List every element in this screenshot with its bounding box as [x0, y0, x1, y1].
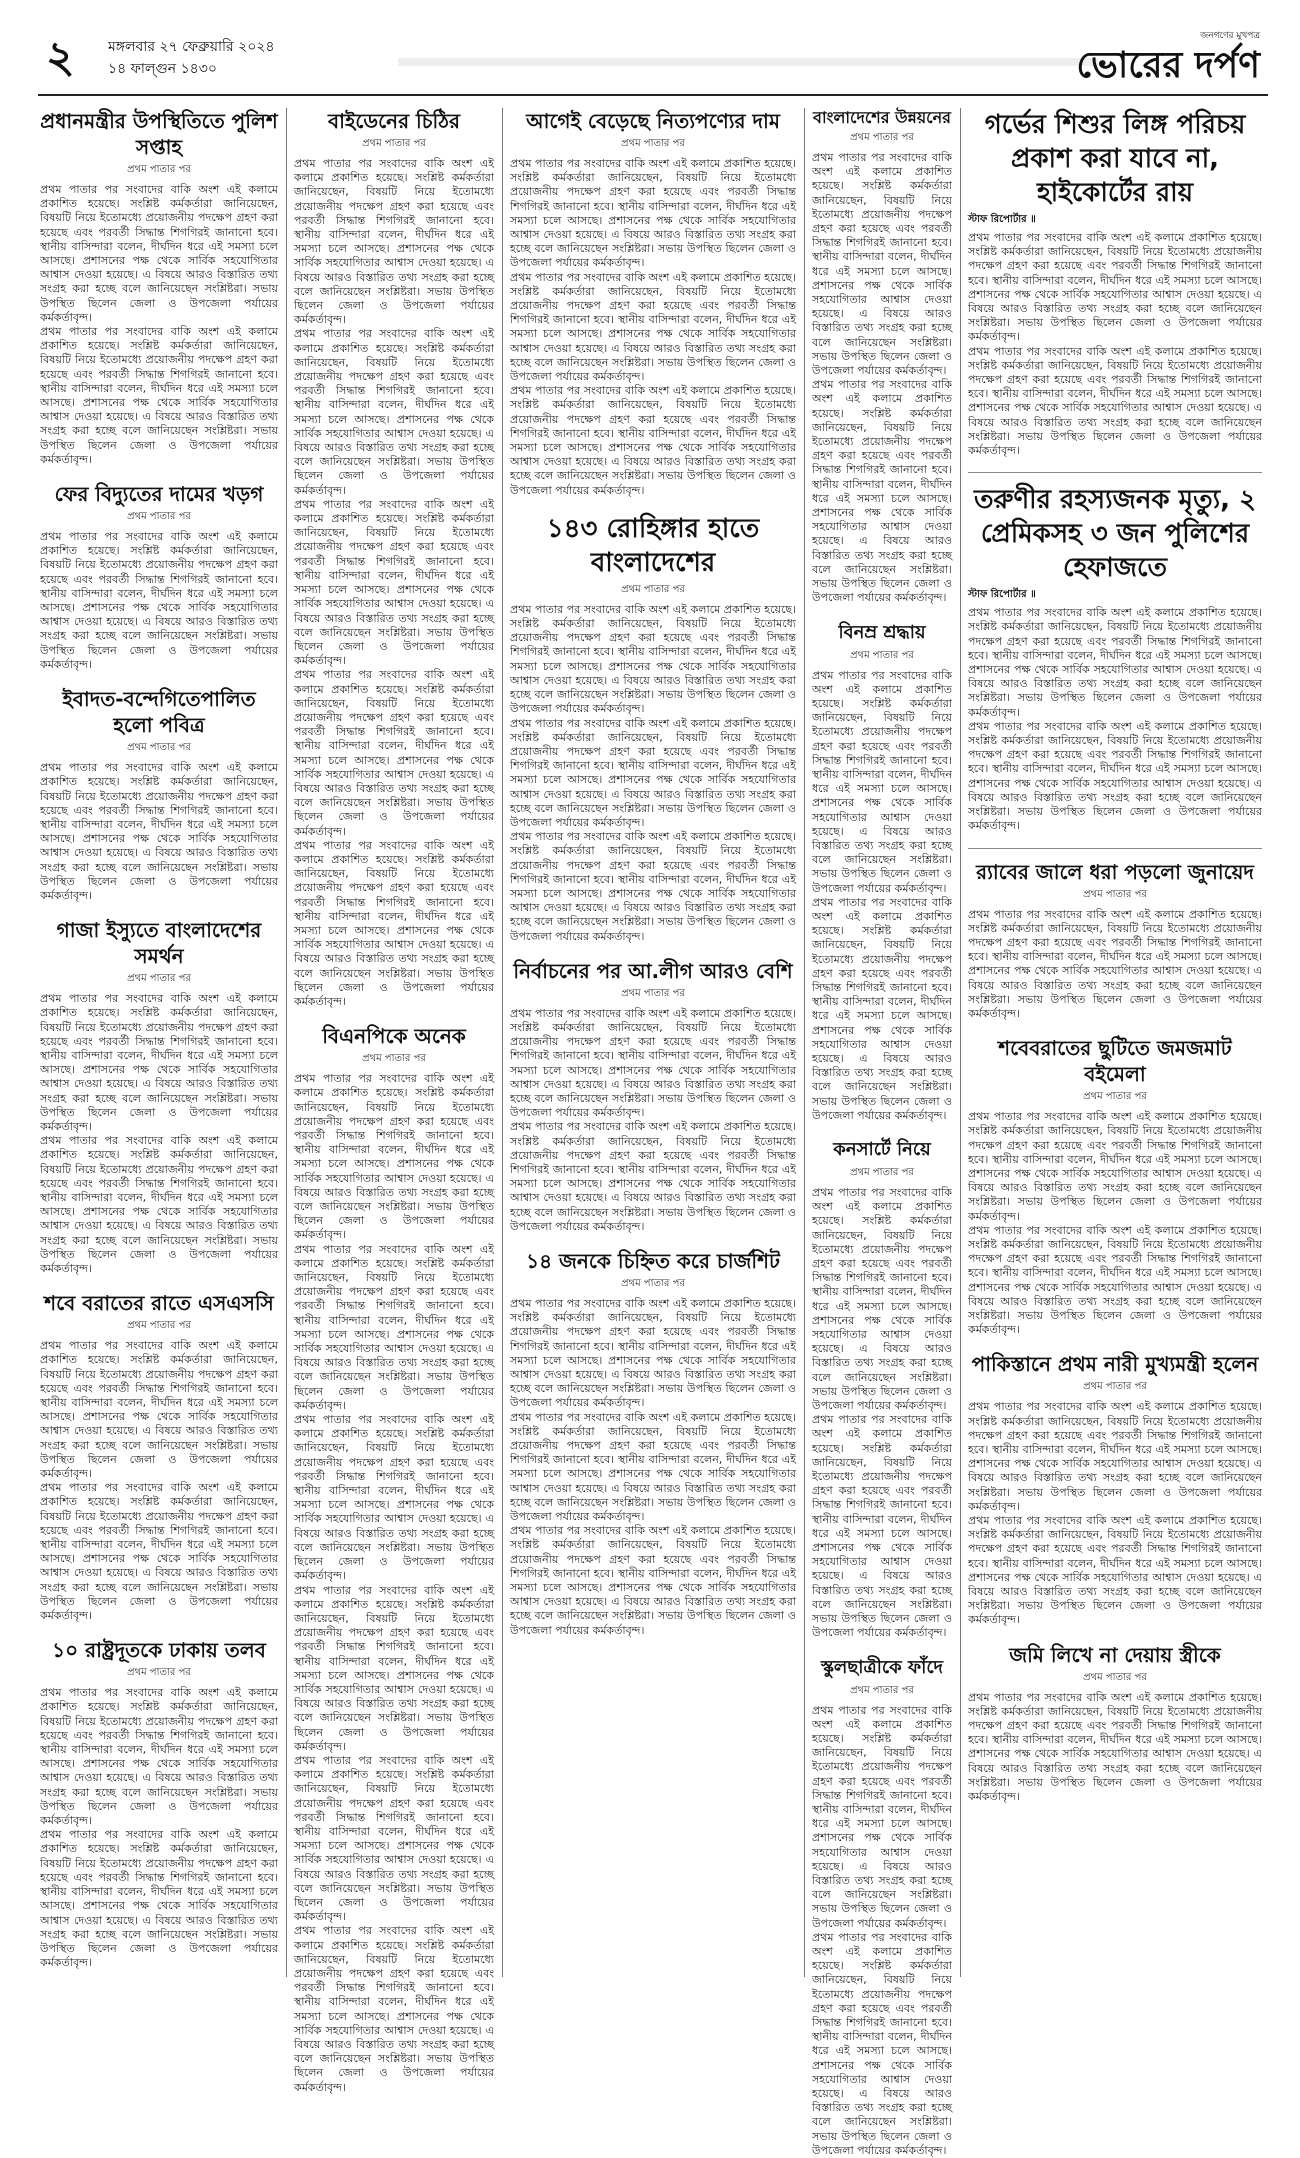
- story-text: প্রথম পাতার পর সংবাদের বাকি অংশ এই কলামে প্রকাশিত হয়েছে। সংশ্লিষ্ট কর্মকর্তারা জানিয়েছেন, বিষয়টি নিয়ে ইতোমধ্যে প্রয়োজনীয় পদক্ষেপ গ্রহণ করা হয়েছে এবং পরবর্তী সিদ্ধান্ত শিগগিরই জানানো হবে। স্থানীয় বাসিন্দারা বলেন, দীর্ঘদিন ধরে এই সমস্যা চলে আসছে। প্রশাসনের পক্ষ থেকে সার্বিক সহযোগিতার আশ্বাস দেওয়া হয়েছে। এ বিষয়ে আরও বিস্তারিত তথ্য সংগ্রহ করা হচ্ছে বলে জানিয়েছেন সংশ্লিষ্টরা। সভায় উপস্থিত ছিলেন জেলা ও উপজেলা পর্যায়ের কর্মকর্তাবৃন্দ।: [40, 761, 278, 903]
- story-text: প্রথম পাতার পর সংবাদের বাকি অংশ এই কলামে প্রকাশিত হয়েছে। সংশ্লিষ্ট কর্মকর্তারা জানিয়েছেন, বিষয়টি নিয়ে ইতোমধ্যে প্রয়োজনীয় পদক্ষেপ গ্রহণ করা হয়েছে এবং পরবর্তী সিদ্ধান্ত শিগগিরই জানানো হবে। স্থানীয় বাসিন্দারা বলেন, দীর্ঘদিন ধরে এই সমস্যা চলে আসছে। প্রশাসনের পক্ষ থেকে সার্বিক সহযোগিতার আশ্বাস দেওয়া হয়েছে। এ বিষয়ে আরও বিস্তারিত তথ্য সংগ্রহ করা হচ্ছে বলে জানিয়েছেন সংশ্লিষ্টরা। সভায় উপস্থিত ছিলেন জেলা ও উপজেলা পর্যায়ের কর্মকর্তাবৃন্দ।: [968, 606, 1262, 720]
- story-text: প্রথম পাতার পর সংবাদের বাকি অংশ এই কলামে প্রকাশিত হয়েছে। সংশ্লিষ্ট কর্মকর্তারা জানিয়েছেন, বিষয়টি নিয়ে ইতোমধ্যে প্রয়োজনীয় পদক্ষেপ গ্রহণ করা হয়েছে এবং পরবর্তী সিদ্ধান্ত শিগগিরই জানানো হবে। স্থানীয় বাসিন্দারা বলেন, দীর্ঘদিন ধরে এই সমস্যা চলে আসছে। প্রশাসনের পক্ষ থেকে সার্বিক সহযোগিতার আশ্বাস দেওয়া হয়েছে। এ বিষয়ে আরও বিস্তারিত তথ্য সংগ্রহ করা হচ্ছে বলে জানিয়েছেন সংশ্লিষ্টরা। সভায় উপস্থিত ছিলেন জেলা ও উপজেলা পর্যায়ের কর্মকর্তাবৃন্দ।: [294, 839, 494, 1009]
- story-power: [40, 481, 278, 672]
- column-5: [968, 108, 1262, 1977]
- story-text: প্রথম পাতার পর সংবাদের বাকি অংশ এই কলামে প্রকাশিত হয়েছে। সংশ্লিষ্ট কর্মকর্তারা জানিয়েছেন, বিষয়টি নিয়ে ইতোমধ্যে প্রয়োজনীয় পদক্ষেপ গ্রহণ করা হয়েছে এবং পরবর্তী সিদ্ধান্ত শিগগিরই জানানো হবে। স্থানীয় বাসিন্দারা বলেন, দীর্ঘদিন ধরে এই সমস্যা চলে আসছে। প্রশাসনের পক্ষ থেকে সার্বিক সহযোগিতার আশ্বাস দেওয়া হয়েছে। এ বিষয়ে আরও বিস্তারিত তথ্য সংগ্রহ করা হচ্ছে বলে জানিয়েছেন সংশ্লিষ্টরা। সভায় উপস্থিত ছিলেন জেলা ও উপজেলা পর্যায়ের কর্মকর্তাবৃন্দ।: [968, 1110, 1262, 1224]
- column-4: [812, 108, 952, 1977]
- column-divider: [502, 108, 503, 1977]
- story-text: প্রথম পাতার পর সংবাদের বাকি অংশ এই কলামে প্রকাশিত হয়েছে। সংশ্লিষ্ট কর্মকর্তারা জানিয়েছেন, বিষয়টি নিয়ে ইতোমধ্যে প্রয়োজনীয় পদক্ষেপ গ্রহণ করা হয়েছে এবং পরবর্তী সিদ্ধান্ত শিগগিরই জানানো হবে। স্থানীয় বাসিন্দারা বলেন, দীর্ঘদিন ধরে এই সমস্যা চলে আসছে। প্রশাসনের পক্ষ থেকে সার্বিক সহযোগিতার আশ্বাস দেওয়া হয়েছে। এ বিষয়ে আরও বিস্তারিত তথ্য সংগ্রহ করা হচ্ছে বলে জানিয়েছেন সংশ্লিষ্টরা। সভায় উপস্থিত ছিলেন জেলা ও উপজেলা পর্যায়ের কর্মকর্তাবৃন্দ।: [40, 1828, 278, 1970]
- story-text: প্রথম পাতার পর সংবাদের বাকি অংশ এই কলামে প্রকাশিত হয়েছে। সংশ্লিষ্ট কর্মকর্তারা জানিয়েছেন, বিষয়টি নিয়ে ইতোমধ্যে প্রয়োজনীয় পদক্ষেপ গ্রহণ করা হয়েছে এবং পরবর্তী সিদ্ধান্ত শিগগিরই জানানো হবে। স্থানীয় বাসিন্দারা বলেন, দীর্ঘদিন ধরে এই সমস্যা চলে আসছে। প্রশাসনের পক্ষ থেকে সার্বিক সহযোগিতার আশ্বাস দেওয়া হয়েছে। এ বিষয়ে আরও বিস্তারিত তথ্য সংগ্রহ করা হচ্ছে বলে জানিয়েছেন সংশ্লিষ্টরা। সভায় উপস্থিত ছিলেন জেলা ও উপজেলা পর্যায়ের কর্মকর্তাবৃন্দ।: [40, 325, 278, 467]
- story-text: প্রথম পাতার পর সংবাদের বাকি অংশ এই কলামে প্রকাশিত হয়েছে। সংশ্লিষ্ট কর্মকর্তারা জানিয়েছেন, বিষয়টি নিয়ে ইতোমধ্যে প্রয়োজনীয় পদক্ষেপ গ্রহণ করা হয়েছে এবং পরবর্তী সিদ্ধান্ত শিগগিরই জানানো হবে। স্থানীয় বাসিন্দারা বলেন, দীর্ঘদিন ধরে এই সমস্যা চলে আসছে। প্রশাসনের পক্ষ থেকে সার্বিক সহযোগিতার আশ্বাস দেওয়া হয়েছে। এ বিষয়ে আরও বিস্তারিত তথ্য সংগ্রহ করা হচ্ছে বলে জানিয়েছেন সংশ্লিষ্টরা। সভায় উপস্থিত ছিলেন জেলা ও উপজেলা পর্যায়ের কর্মকর্তাবৃন্দ।: [812, 669, 952, 896]
- date-line: মঙ্গলবার ২৭ ফেব্রুয়ারি ২০২৪: [108, 36, 275, 58]
- column-2: [294, 108, 494, 1977]
- story-text: প্রথম পাতার পর সংবাদের বাকি অংশ এই কলামে প্রকাশিত হয়েছে। সংশ্লিষ্ট কর্মকর্তারা জানিয়েছেন, বিষয়টি নিয়ে ইতোমধ্যে প্রয়োজনীয় পদক্ষেপ গ্রহণ করা হয়েছে এবং পরবর্তী সিদ্ধান্ত শিগগিরই জানানো হবে। স্থানীয় বাসিন্দারা বলেন, দীর্ঘদিন ধরে এই সমস্যা চলে আসছে। প্রশাসনের পক্ষ থেকে সার্বিক সহযোগিতার আশ্বাস দেওয়া হয়েছে। এ বিষয়ে আরও বিস্তারিত তথ্য সংগ্রহ করা হচ্ছে বলে জানিয়েছেন সংশ্লিষ্টরা। সভায় উপস্থিত ছিলেন জেলা ও উপজেলা পর্যায়ের কর্মকর্তাবৃন্দ।: [294, 1584, 494, 1754]
- story-text: প্রথম পাতার পর সংবাদের বাকি অংশ এই কলামে প্রকাশিত হয়েছে। সংশ্লিষ্ট কর্মকর্তারা জানিয়েছেন, বিষয়টি নিয়ে ইতোমধ্যে প্রয়োজনীয় পদক্ষেপ গ্রহণ করা হয়েছে এবং পরবর্তী সিদ্ধান্ত শিগগিরই জানানো হবে। স্থানীয় বাসিন্দারা বলেন, দীর্ঘদিন ধরে এই সমস্যা চলে আসছে। প্রশাসনের পক্ষ থেকে সার্বিক সহযোগিতার আশ্বাস দেওয়া হয়েছে। এ বিষয়ে আরও বিস্তারিত তথ্য সংগ্রহ করা হচ্ছে বলে জানিয়েছেন সংশ্লিষ্টরা। সভায় উপস্থিত ছিলেন জেলা ও উপজেলা পর্যায়ের কর্মকর্তাবৃন্দ।: [294, 1413, 494, 1583]
- headline: ১৪৩ রোহিঙ্গার হাতে বাংলাদেশের: [510, 512, 796, 580]
- story-pakistan: [968, 1351, 1262, 1627]
- story-text: প্রথম পাতার পর সংবাদের বাকি অংশ এই কলামে প্রকাশিত হয়েছে। সংশ্লিষ্ট কর্মকর্তারা জানিয়েছেন, বিষয়টি নিয়ে ইতোমধ্যে প্রয়োজনীয় পদক্ষেপ গ্রহণ করা হয়েছে এবং পরবর্তী সিদ্ধান্ত শিগগিরই জানানো হবে। স্থানীয় বাসিন্দারা বলেন, দীর্ঘদিন ধরে এই সমস্যা চলে আসছে। প্রশাসনের পক্ষ থেকে সার্বিক সহযোগিতার আশ্বাস দেওয়া হয়েছে। এ বিষয়ে আরও বিস্তারিত তথ্য সংগ্রহ করা হচ্ছে বলে জানিয়েছেন সংশ্লিষ্টরা। সভায় উপস্থিত ছিলেন জেলা ও উপজেলা পর্যায়ের কর্মকর্তাবৃন্দ।: [510, 1007, 796, 1121]
- story-text: প্রথম পাতার পর সংবাদের বাকি অংশ এই কলামে প্রকাশিত হয়েছে। সংশ্লিষ্ট কর্মকর্তারা জানিয়েছেন, বিষয়টি নিয়ে ইতোমধ্যে প্রয়োজনীয় পদক্ষেপ গ্রহণ করা হয়েছে এবং পরবর্তী সিদ্ধান্ত শিগগিরই জানানো হবে। স্থানীয় বাসিন্দারা বলেন, দীর্ঘদিন ধরে এই সমস্যা চলে আসছে। প্রশাসনের পক্ষ থেকে সার্বিক সহযোগিতার আশ্বাস দেওয়া হয়েছে। এ বিষয়ে আরও বিস্তারিত তথ্য সংগ্রহ করা হচ্ছে বলে জানিয়েছেন সংশ্লিষ্টরা। সভায় উপস্থিত ছিলেন জেলা ও উপজেলা পর্যায়ের কর্মকর্তাবৃন্দ।: [968, 1691, 1262, 1805]
- story-text: প্রথম পাতার পর সংবাদের বাকি অংশ এই কলামে প্রকাশিত হয়েছে। সংশ্লিষ্ট কর্মকর্তারা জানিয়েছেন, বিষয়টি নিয়ে ইতোমধ্যে প্রয়োজনীয় পদক্ষেপ গ্রহণ করা হয়েছে এবং পরবর্তী সিদ্ধান্ত শিগগিরই জানানো হবে। স্থানীয় বাসিন্দারা বলেন, দীর্ঘদিন ধরে এই সমস্যা চলে আসছে। প্রশাসনের পক্ষ থেকে সার্বিক সহযোগিতার আশ্বাস দেওয়া হয়েছে। এ বিষয়ে আরও বিস্তারিত তথ্য সংগ্রহ করা হচ্ছে বলে জানিয়েছেন সংশ্লিষ্টরা। সভায় উপস্থিত ছিলেন জেলা ও উপজেলা পর্যায়ের কর্মকর্তাবৃন্দ।: [968, 345, 1262, 459]
- story-text: প্রথম পাতার পর সংবাদের বাকি অংশ এই কলামে প্রকাশিত হয়েছে। সংশ্লিষ্ট কর্মকর্তারা জানিয়েছেন, বিষয়টি নিয়ে ইতোমধ্যে প্রয়োজনীয় পদক্ষেপ গ্রহণ করা হয়েছে এবং পরবর্তী সিদ্ধান্ত শিগগিরই জানানো হবে। স্থানীয় বাসিন্দারা বলেন, দীর্ঘদিন ধরে এই সমস্যা চলে আসছে। প্রশাসনের পক্ষ থেকে সার্বিক সহযোগিতার আশ্বাস দেওয়া হয়েছে। এ বিষয়ে আরও বিস্তারিত তথ্য সংগ্রহ করা হচ্ছে বলে জানিয়েছেন সংশ্লিষ্টরা। সভায় উপস্থিত ছিলেন জেলা ও উপজেলা পর্যায়ের কর্মকর্তাবৃন্দ।: [40, 1481, 278, 1623]
- continued-label: প্রথম পাতার পর: [968, 1670, 1262, 1687]
- continued-label: প্রথম পাতার পর: [510, 582, 796, 599]
- continued-label: প্রথম পাতার পর: [40, 740, 278, 757]
- headline: স্কুলছাত্রীকে ফাঁদে: [812, 1655, 952, 1681]
- story-text: প্রথম পাতার পর সংবাদের বাকি অংশ এই কলামে প্রকাশিত হয়েছে। সংশ্লিষ্ট কর্মকর্তারা জানিয়েছেন, বিষয়টি নিয়ে ইতোমধ্যে প্রয়োজনীয় পদক্ষেপ গ্রহণ করা হয়েছে এবং পরবর্তী সিদ্ধান্ত শিগগিরই জানানো হবে। স্থানীয় বাসিন্দারা বলেন, দীর্ঘদিন ধরে এই সমস্যা চলে আসছে। প্রশাসনের পক্ষ থেকে সার্বিক সহযোগিতার আশ্বাস দেওয়া হয়েছে। এ বিষয়ে আরও বিস্তারিত তথ্য সংগ্রহ করা হচ্ছে বলে জানিয়েছেন সংশ্লিষ্টরা। সভায় উপস্থিত ছিলেন জেলা ও উপজেলা পর্যায়ের কর্মকর্তাবৃন্দ।: [812, 1704, 952, 1931]
- story-text: প্রথম পাতার পর সংবাদের বাকি অংশ এই কলামে প্রকাশিত হয়েছে। সংশ্লিষ্ট কর্মকর্তারা জানিয়েছেন, বিষয়টি নিয়ে ইতোমধ্যে প্রয়োজনীয় পদক্ষেপ গ্রহণ করা হয়েছে এবং পরবর্তী সিদ্ধান্ত শিগগিরই জানানো হবে। স্থানীয় বাসিন্দারা বলেন, দীর্ঘদিন ধরে এই সমস্যা চলে আসছে। প্রশাসনের পক্ষ থেকে সার্বিক সহযোগিতার আশ্বাস দেওয়া হয়েছে। এ বিষয়ে আরও বিস্তারিত তথ্য সংগ্রহ করা হচ্ছে বলে জানিয়েছেন সংশ্লিষ্টরা। সভায় উপস্থিত ছিলেন জেলা ও উপজেলা পর্যায়ের কর্মকর্তাবৃন্দ।: [968, 231, 1262, 345]
- story-dhaka: [40, 1637, 278, 1970]
- story-text: প্রথম পাতার পর সংবাদের বাকি অংশ এই কলামে প্রকাশিত হয়েছে। সংশ্লিষ্ট কর্মকর্তারা জানিয়েছেন, বিষয়টি নিয়ে ইতোমধ্যে প্রয়োজনীয় পদক্ষেপ গ্রহণ করা হয়েছে এবং পরবর্তী সিদ্ধান্ত শিগগিরই জানানো হবে। স্থানীয় বাসিন্দারা বলেন, দীর্ঘদিন ধরে এই সমস্যা চলে আসছে। প্রশাসনের পক্ষ থেকে সার্বিক সহযোগিতার আশ্বাস দেওয়া হয়েছে। এ বিষয়ে আরও বিস্তারিত তথ্য সংগ্রহ করা হচ্ছে বলে জানিয়েছেন সংশ্লিষ্টরা। সভায় উপস্থিত ছিলেন জেলা ও উপজেলা পর্যায়ের কর্মকর্তাবৃন্দ।: [40, 1339, 278, 1481]
- story-charge: [510, 1248, 796, 1638]
- headline: ১০ রাষ্ট্রদূতকে ঢাকায় তলব: [40, 1637, 278, 1663]
- continued-label: প্রথম পাতার পর: [40, 162, 278, 179]
- bangla-date: ১৪ ফাল্গুন ১৪৩০: [108, 58, 275, 80]
- headline: জমি লিখে না দেয়ায় স্ত্রীকে: [968, 1642, 1262, 1668]
- headline: ফের বিদ্যুতের দামের খড়গ: [40, 481, 278, 507]
- story-rab: [968, 859, 1262, 1022]
- story-text: প্রথম পাতার পর সংবাদের বাকি অংশ এই কলামে প্রকাশিত হয়েছে। সংশ্লিষ্ট কর্মকর্তারা জানিয়েছেন, বিষয়টি নিয়ে ইতোমধ্যে প্রয়োজনীয় পদক্ষেপ গ্রহণ করা হয়েছে এবং পরবর্তী সিদ্ধান্ত শিগগিরই জানানো হবে। স্থানীয় বাসিন্দারা বলেন, দীর্ঘদিন ধরে এই সমস্যা চলে আসছে। প্রশাসনের পক্ষ থেকে সার্বিক সহযোগিতার আশ্বাস দেওয়া হয়েছে। এ বিষয়ে আরও বিস্তারিত তথ্য সংগ্রহ করা হচ্ছে বলে জানিয়েছেন সংশ্লিষ্টরা। সভায় উপস্থিত ছিলেন জেলা ও উপজেলা পর্যায়ের কর্মকর্তাবৃন্দ।: [510, 1524, 796, 1638]
- page-number: ২: [46, 30, 75, 86]
- story-text: প্রথম পাতার পর সংবাদের বাকি অংশ এই কলামে প্রকাশিত হয়েছে। সংশ্লিষ্ট কর্মকর্তারা জানিয়েছেন, বিষয়টি নিয়ে ইতোমধ্যে প্রয়োজনীয় পদক্ষেপ গ্রহণ করা হয়েছে এবং পরবর্তী সিদ্ধান্ত শিগগিরই জানানো হবে। স্থানীয় বাসিন্দারা বলেন, দীর্ঘদিন ধরে এই সমস্যা চলে আসছে। প্রশাসনের পক্ষ থেকে সার্বিক সহযোগিতার আশ্বাস দেওয়া হয়েছে। এ বিষয়ে আরও বিস্তারিত তথ্য সংগ্রহ করা হচ্ছে বলে জানিয়েছেন সংশ্লিষ্টরা। সভায় উপস্থিত ছিলেন জেলা ও উপজেলা পর্যায়ের কর্মকর্তাবৃন্দ।: [294, 498, 494, 668]
- story-text: প্রথম পাতার পর সংবাদের বাকি অংশ এই কলামে প্রকাশিত হয়েছে। সংশ্লিষ্ট কর্মকর্তারা জানিয়েছেন, বিষয়টি নিয়ে ইতোমধ্যে প্রয়োজনীয় পদক্ষেপ গ্রহণ করা হয়েছে এবং পরবর্তী সিদ্ধান্ত শিগগিরই জানানো হবে। স্থানীয় বাসিন্দারা বলেন, দীর্ঘদিন ধরে এই সমস্যা চলে আসছে। প্রশাসনের পক্ষ থেকে সার্বিক সহযোগিতার আশ্বাস দেওয়া হয়েছে। এ বিষয়ে আরও বিস্তারিত তথ্য সংগ্রহ করা হচ্ছে বলে জানিয়েছেন সংশ্লিষ্টরা। সভায় উপস্থিত ছিলেন জেলা ও উপজেলা পর্যায়ের কর্মকর্তাবৃন্দ।: [294, 327, 494, 497]
- story-biden: [294, 108, 494, 1009]
- masthead: [1076, 28, 1260, 87]
- story-text: প্রথম পাতার পর সংবাদের বাকি অংশ এই কলামে প্রকাশিত হয়েছে। সংশ্লিষ্ট কর্মকর্তারা জানিয়েছেন, বিষয়টি নিয়ে ইতোমধ্যে প্রয়োজনীয় পদক্ষেপ গ্রহণ করা হয়েছে এবং পরবর্তী সিদ্ধান্ত শিগগিরই জানানো হবে। স্থানীয় বাসিন্দারা বলেন, দীর্ঘদিন ধরে এই সমস্যা চলে আসছে। প্রশাসনের পক্ষ থেকে সার্বিক সহযোগিতার আশ্বাস দেওয়া হয়েছে। এ বিষয়ে আরও বিস্তারিত তথ্য সংগ্রহ করা হচ্ছে বলে জানিয়েছেন সংশ্লিষ্টরা। সভায় উপস্থিত ছিলেন জেলা ও উপজেলা পর্যায়ের কর্মকর্তাবৃন্দ।: [510, 830, 796, 944]
- story-text: প্রথম পাতার পর সংবাদের বাকি অংশ এই কলামে প্রকাশিত হয়েছে। সংশ্লিষ্ট কর্মকর্তারা জানিয়েছেন, বিষয়টি নিয়ে ইতোমধ্যে প্রয়োজনীয় পদক্ষেপ গ্রহণ করা হয়েছে এবং পরবর্তী সিদ্ধান্ত শিগগিরই জানানো হবে। স্থানীয় বাসিন্দারা বলেন, দীর্ঘদিন ধরে এই সমস্যা চলে আসছে। প্রশাসনের পক্ষ থেকে সার্বিক সহযোগিতার আশ্বাস দেওয়া হয়েছে। এ বিষয়ে আরও বিস্তারিত তথ্য সংগ্রহ করা হচ্ছে বলে জানিয়েছেন সংশ্লিষ্টরা। সভায় উপস্থিত ছিলেন জেলা ও উপজেলা পর্যায়ের কর্মকর্তাবৃন্দ।: [968, 908, 1262, 1022]
- story-tribute: [812, 620, 952, 1124]
- story-text: প্রথম পাতার পর সংবাদের বাকি অংশ এই কলামে প্রকাশিত হয়েছে। সংশ্লিষ্ট কর্মকর্তারা জানিয়েছেন, বিষয়টি নিয়ে ইতোমধ্যে প্রয়োজনীয় পদক্ষেপ গ্রহণ করা হয়েছে এবং পরবর্তী সিদ্ধান্ত শিগগিরই জানানো হবে। স্থানীয় বাসিন্দারা বলেন, দীর্ঘদিন ধরে এই সমস্যা চলে আসছে। প্রশাসনের পক্ষ থেকে সার্বিক সহযোগিতার আশ্বাস দেওয়া হয়েছে। এ বিষয়ে আরও বিস্তারিত তথ্য সংগ্রহ করা হচ্ছে বলে জানিয়েছেন সংশ্লিষ্টরা। সভায় উপস্থিত ছিলেন জেলা ও উপজেলা পর্যায়ের কর্মকর্তাবৃন্দ।: [294, 668, 494, 838]
- header-rule: [398, 58, 1098, 66]
- story-text: প্রথম পাতার পর সংবাদের বাকি অংশ এই কলামে প্রকাশিত হয়েছে। সংশ্লিষ্ট কর্মকর্তারা জানিয়েছেন, বিষয়টি নিয়ে ইতোমধ্যে প্রয়োজনীয় পদক্ষেপ গ্রহণ করা হয়েছে এবং পরবর্তী সিদ্ধান্ত শিগগিরই জানানো হবে। স্থানীয় বাসিন্দারা বলেন, দীর্ঘদিন ধরে এই সমস্যা চলে আসছে। প্রশাসনের পক্ষ থেকে সার্বিক সহযোগিতার আশ্বাস দেওয়া হয়েছে। এ বিষয়ে আরও বিস্তারিত তথ্য সংগ্রহ করা হচ্ছে বলে জানিয়েছেন সংশ্লিষ্টরা। সভায় উপস্থিত ছিলেন জেলা ও উপজেলা পর্যায়ের কর্মকর্তাবৃন্দ।: [294, 1072, 494, 1242]
- story-election: [510, 958, 796, 1234]
- story-divider: [968, 848, 1262, 849]
- continued-label: প্রথম পাতার পর: [294, 136, 494, 153]
- story-text: প্রথম পাতার পর সংবাদের বাকি অংশ এই কলামে প্রকাশিত হয়েছে। সংশ্লিষ্ট কর্মকর্তারা জানিয়েছেন, বিষয়টি নিয়ে ইতোমধ্যে প্রয়োজনীয় পদক্ষেপ গ্রহণ করা হয়েছে এবং পরবর্তী সিদ্ধান্ত শিগগিরই জানানো হবে। স্থানীয় বাসিন্দারা বলেন, দীর্ঘদিন ধরে এই সমস্যা চলে আসছে। প্রশাসনের পক্ষ থেকে সার্বিক সহযোগিতার আশ্বাস দেওয়া হয়েছে। এ বিষয়ে আরও বিস্তারিত তথ্য সংগ্রহ করা হচ্ছে বলে জানিয়েছেন সংশ্লিষ্টরা। সভায় উপস্থিত ছিলেন জেলা ও উপজেলা পর্যায়ের কর্মকর্তাবৃন্দ।: [294, 157, 494, 327]
- story-text: প্রথম পাতার পর সংবাদের বাকি অংশ এই কলামে প্রকাশিত হয়েছে। সংশ্লিষ্ট কর্মকর্তারা জানিয়েছেন, বিষয়টি নিয়ে ইতোমধ্যে প্রয়োজনীয় পদক্ষেপ গ্রহণ করা হয়েছে এবং পরবর্তী সিদ্ধান্ত শিগগিরই জানানো হবে। স্থানীয় বাসিন্দারা বলেন, দীর্ঘদিন ধরে এই সমস্যা চলে আসছে। প্রশাসনের পক্ষ থেকে সার্বিক সহযোগিতার আশ্বাস দেওয়া হয়েছে। এ বিষয়ে আরও বিস্তারিত তথ্য সংগ্রহ করা হচ্ছে বলে জানিয়েছেন সংশ্লিষ্টরা। সভায় উপস্থিত ছিলেন জেলা ও উপজেলা পর্যায়ের কর্মকর্তাবৃন্দ।: [510, 384, 796, 498]
- continued-label: প্রথম পাতার পর: [40, 971, 278, 988]
- continued-label: প্রথম পাতার পর: [510, 986, 796, 1003]
- story-text: প্রথম পাতার পর সংবাদের বাকি অংশ এই কলামে প্রকাশিত হয়েছে। সংশ্লিষ্ট কর্মকর্তারা জানিয়েছেন, বিষয়টি নিয়ে ইতোমধ্যে প্রয়োজনীয় পদক্ষেপ গ্রহণ করা হয়েছে এবং পরবর্তী সিদ্ধান্ত শিগগিরই জানানো হবে। স্থানীয় বাসিন্দারা বলেন, দীর্ঘদিন ধরে এই সমস্যা চলে আসছে। প্রশাসনের পক্ষ থেকে সার্বিক সহযোগিতার আশ্বাস দেওয়া হয়েছে। এ বিষয়ে আরও বিস্তারিত তথ্য সংগ্রহ করা হচ্ছে বলে জানিয়েছেন সংশ্লিষ্টরা। সভায় উপস্থিত ছিলেন জেলা ও উপজেলা পর্যায়ের কর্মকর্তাবৃন্দ।: [812, 378, 952, 605]
- story-text: প্রথম পাতার পর সংবাদের বাকি অংশ এই কলামে প্রকাশিত হয়েছে। সংশ্লিষ্ট কর্মকর্তারা জানিয়েছেন, বিষয়টি নিয়ে ইতোমধ্যে প্রয়োজনীয় পদক্ষেপ গ্রহণ করা হয়েছে এবং পরবর্তী সিদ্ধান্ত শিগগিরই জানানো হবে। স্থানীয় বাসিন্দারা বলেন, দীর্ঘদিন ধরে এই সমস্যা চলে আসছে। প্রশাসনের পক্ষ থেকে সার্বিক সহযোগিতার আশ্বাস দেওয়া হয়েছে। এ বিষয়ে আরও বিস্তারিত তথ্য সংগ্রহ করা হচ্ছে বলে জানিয়েছেন সংশ্লিষ্টরা। সভায় উপস্থিত ছিলেন জেলা ও উপজেলা পর্যায়ের কর্মকর্তাবৃন্দ।: [812, 1931, 952, 2158]
- byline: স্টাফ রিপোর্টার ॥: [968, 212, 1262, 229]
- headline: পাকিস্তানে প্রথম নারী মুখ্যমন্ত্রী হলেন: [968, 1351, 1262, 1377]
- continued-label: প্রথম পাতার পর: [812, 1165, 952, 1182]
- headline: বিনম্র শ্রদ্ধায়: [812, 620, 952, 646]
- story-text: প্রথম পাতার পর সংবাদের বাকি অংশ এই কলামে প্রকাশিত হয়েছে। সংশ্লিষ্ট কর্মকর্তারা জানিয়েছেন, বিষয়টি নিয়ে ইতোমধ্যে প্রয়োজনীয় পদক্ষেপ গ্রহণ করা হয়েছে এবং পরবর্তী সিদ্ধান্ত শিগগিরই জানানো হবে। স্থানীয় বাসিন্দারা বলেন, দীর্ঘদিন ধরে এই সমস্যা চলে আসছে। প্রশাসনের পক্ষ থেকে সার্বিক সহযোগিতার আশ্বাস দেওয়া হয়েছে। এ বিষয়ে আরও বিস্তারিত তথ্য সংগ্রহ করা হচ্ছে বলে জানিয়েছেন সংশ্লিষ্টরা। সভায় উপস্থিত ছিলেন জেলা ও উপজেলা পর্যায়ের কর্মকর্তাবৃন্দ।: [510, 271, 796, 385]
- story-text: প্রথম পাতার পর সংবাদের বাকি অংশ এই কলামে প্রকাশিত হয়েছে। সংশ্লিষ্ট কর্মকর্তারা জানিয়েছেন, বিষয়টি নিয়ে ইতোমধ্যে প্রয়োজনীয় পদক্ষেপ গ্রহণ করা হয়েছে এবং পরবর্তী সিদ্ধান্ত শিগগিরই জানানো হবে। স্থানীয় বাসিন্দারা বলেন, দীর্ঘদিন ধরে এই সমস্যা চলে আসছে। প্রশাসনের পক্ষ থেকে সার্বিক সহযোগিতার আশ্বাস দেওয়া হয়েছে। এ বিষয়ে আরও বিস্তারিত তথ্য সংগ্রহ করা হচ্ছে বলে জানিয়েছেন সংশ্লিষ্টরা। সভায় উপস্থিত ছিলেন জেলা ও উপজেলা পর্যায়ের কর্মকর্তাবৃন্দ।: [40, 992, 278, 1134]
- story-text: প্রথম পাতার পর সংবাদের বাকি অংশ এই কলামে প্রকাশিত হয়েছে। সংশ্লিষ্ট কর্মকর্তারা জানিয়েছেন, বিষয়টি নিয়ে ইতোমধ্যে প্রয়োজনীয় পদক্ষেপ গ্রহণ করা হয়েছে এবং পরবর্তী সিদ্ধান্ত শিগগিরই জানানো হবে। স্থানীয় বাসিন্দারা বলেন, দীর্ঘদিন ধরে এই সমস্যা চলে আসছে। প্রশাসনের পক্ষ থেকে সার্বিক সহযোগিতার আশ্বাস দেওয়া হয়েছে। এ বিষয়ে আরও বিস্তারিত তথ্য সংগ্রহ করা হচ্ছে বলে জানিয়েছেন সংশ্লিষ্টরা। সভায় উপস্থিত ছিলেন জেলা ও উপজেলা পর্যায়ের কর্মকর্তাবৃন্দ।: [812, 1186, 952, 1413]
- story-gender: [968, 108, 1262, 458]
- story-bnp: [294, 1023, 494, 2095]
- masthead-logo: ভোরের দর্পণ: [1076, 44, 1260, 86]
- story-text: প্রথম পাতার পর সংবাদের বাকি অংশ এই কলামে প্রকাশিত হয়েছে। সংশ্লিষ্ট কর্মকর্তারা জানিয়েছেন, বিষয়টি নিয়ে ইতোমধ্যে প্রয়োজনীয় পদক্ষেপ গ্রহণ করা হয়েছে এবং পরবর্তী সিদ্ধান্ত শিগগিরই জানানো হবে। স্থানীয় বাসিন্দারা বলেন, দীর্ঘদিন ধরে এই সমস্যা চলে আসছে। প্রশাসনের পক্ষ থেকে সার্বিক সহযোগিতার আশ্বাস দেওয়া হয়েছে। এ বিষয়ে আরও বিস্তারিত তথ্য সংগ্রহ করা হচ্ছে বলে জানিয়েছেন সংশ্লিষ্টরা। সভায় উপস্থিত ছিলেন জেলা ও উপজেলা পর্যায়ের কর্মকর্তাবৃন্দ।: [968, 1400, 1262, 1514]
- continued-label: প্রথম পাতার পর: [40, 509, 278, 526]
- date-block: [108, 36, 275, 80]
- headline: আগেই বেড়েছে নিত্যপণ্যের দাম: [510, 108, 796, 134]
- headline: ইবাদত-বন্দেগিতেপালিত হলো পবিত্র: [40, 686, 278, 738]
- continued-label: প্রথম পাতার পর: [510, 1276, 796, 1293]
- headline: গাজা ইস্যুতে বাংলাদেশের সমর্থন: [40, 917, 278, 969]
- story-text: প্রথম পাতার পর সংবাদের বাকি অংশ এই কলামে প্রকাশিত হয়েছে। সংশ্লিষ্ট কর্মকর্তারা জানিয়েছেন, বিষয়টি নিয়ে ইতোমধ্যে প্রয়োজনীয় পদক্ষেপ গ্রহণ করা হয়েছে এবং পরবর্তী সিদ্ধান্ত শিগগিরই জানানো হবে। স্থানীয় বাসিন্দারা বলেন, দীর্ঘদিন ধরে এই সমস্যা চলে আসছে। প্রশাসনের পক্ষ থেকে সার্বিক সহযোগিতার আশ্বাস দেওয়া হয়েছে। এ বিষয়ে আরও বিস্তারিত তথ্য সংগ্রহ করা হচ্ছে বলে জানিয়েছেন সংশ্লিষ্টরা। সভায় উপস্থিত ছিলেন জেলা ও উপজেলা পর্যায়ের কর্মকর্তাবৃন্দ।: [968, 1224, 1262, 1338]
- headline: শবে বরাতের রাতে এসএসসি: [40, 1290, 278, 1316]
- story-text: প্রথম পাতার পর সংবাদের বাকি অংশ এই কলামে প্রকাশিত হয়েছে। সংশ্লিষ্ট কর্মকর্তারা জানিয়েছেন, বিষয়টি নিয়ে ইতোমধ্যে প্রয়োজনীয় পদক্ষেপ গ্রহণ করা হয়েছে এবং পরবর্তী সিদ্ধান্ত শিগগিরই জানানো হবে। স্থানীয় বাসিন্দারা বলেন, দীর্ঘদিন ধরে এই সমস্যা চলে আসছে। প্রশাসনের পক্ষ থেকে সার্বিক সহযোগিতার আশ্বাস দেওয়া হয়েছে। এ বিষয়ে আরও বিস্তারিত তথ্য সংগ্রহ করা হচ্ছে বলে জানিয়েছেন সংশ্লিষ্টরা। সভায় উপস্থিত ছিলেন জেলা ও উপজেলা পর্যায়ের কর্মকর্তাবৃন্দ।: [510, 603, 796, 717]
- masthead-tagline: জনগণের মুখপত্র: [1076, 28, 1260, 43]
- story-gaza: [40, 917, 278, 1276]
- story-text: প্রথম পাতার পর সংবাদের বাকি অংশ এই কলামে প্রকাশিত হয়েছে। সংশ্লিষ্ট কর্মকর্তারা জানিয়েছেন, বিষয়টি নিয়ে ইতোমধ্যে প্রয়োজনীয় পদক্ষেপ গ্রহণ করা হয়েছে এবং পরবর্তী সিদ্ধান্ত শিগগিরই জানানো হবে। স্থানীয় বাসিন্দারা বলেন, দীর্ঘদিন ধরে এই সমস্যা চলে আসছে। প্রশাসনের পক্ষ থেকে সার্বিক সহযোগিতার আশ্বাস দেওয়া হয়েছে। এ বিষয়ে আরও বিস্তারিত তথ্য সংগ্রহ করা হচ্ছে বলে জানিয়েছেন সংশ্লিষ্টরা। সভায় উপস্থিত ছিলেন জেলা ও উপজেলা পর্যায়ের কর্মকর্তাবৃন্দ।: [40, 1686, 278, 1828]
- story-student: [812, 1655, 952, 2158]
- story-text: প্রথম পাতার পর সংবাদের বাকি অংশ এই কলামে প্রকাশিত হয়েছে। সংশ্লিষ্ট কর্মকর্তারা জানিয়েছেন, বিষয়টি নিয়ে ইতোমধ্যে প্রয়োজনীয় পদক্ষেপ গ্রহণ করা হয়েছে এবং পরবর্তী সিদ্ধান্ত শিগগিরই জানানো হবে। স্থানীয় বাসিন্দারা বলেন, দীর্ঘদিন ধরে এই সমস্যা চলে আসছে। প্রশাসনের পক্ষ থেকে সার্বিক সহযোগিতার আশ্বাস দেওয়া হয়েছে। এ বিষয়ে আরও বিস্তারিত তথ্য সংগ্রহ করা হচ্ছে বলে জানিয়েছেন সংশ্লিষ্টরা। সভায় উপস্থিত ছিলেন জেলা ও উপজেলা পর্যায়ের কর্মকর্তাবৃন্দ।: [294, 1754, 494, 1924]
- headline: প্রধানমন্ত্রীর উপস্থিতিতে পুলিশ সপ্তাহ: [40, 108, 278, 160]
- continued-label: প্রথম পাতার পর: [812, 130, 952, 147]
- continued-label: প্রথম পাতার পর: [968, 887, 1262, 904]
- story-text: প্রথম পাতার পর সংবাদের বাকি অংশ এই কলামে প্রকাশিত হয়েছে। সংশ্লিষ্ট কর্মকর্তারা জানিয়েছেন, বিষয়টি নিয়ে ইতোমধ্যে প্রয়োজনীয় পদক্ষেপ গ্রহণ করা হয়েছে এবং পরবর্তী সিদ্ধান্ত শিগগিরই জানানো হবে। স্থানীয় বাসিন্দারা বলেন, দীর্ঘদিন ধরে এই সমস্যা চলে আসছে। প্রশাসনের পক্ষ থেকে সার্বিক সহযোগিতার আশ্বাস দেওয়া হয়েছে। এ বিষয়ে আরও বিস্তারিত তথ্য সংগ্রহ করা হচ্ছে বলে জানিয়েছেন সংশ্লিষ্টরা। সভায় উপস্থিত ছিলেন জেলা ও উপজেলা পর্যায়ের কর্মকর্তাবৃন্দ।: [510, 1411, 796, 1525]
- headline: বাইডেনের চিঠির: [294, 108, 494, 134]
- column-divider: [960, 108, 961, 1977]
- story-text: প্রথম পাতার পর সংবাদের বাকি অংশ এই কলামে প্রকাশিত হয়েছে। সংশ্লিষ্ট কর্মকর্তারা জানিয়েছেন, বিষয়টি নিয়ে ইতোমধ্যে প্রয়োজনীয় পদক্ষেপ গ্রহণ করা হয়েছে এবং পরবর্তী সিদ্ধান্ত শিগগিরই জানানো হবে। স্থানীয় বাসিন্দারা বলেন, দীর্ঘদিন ধরে এই সমস্যা চলে আসছে। প্রশাসনের পক্ষ থেকে সার্বিক সহযোগিতার আশ্বাস দেওয়া হয়েছে। এ বিষয়ে আরও বিস্তারিত তথ্য সংগ্রহ করা হচ্ছে বলে জানিয়েছেন সংশ্লিষ্টরা। সভায় উপস্থিত ছিলেন জেলা ও উপজেলা পর্যায়ের কর্মকর্তাবৃন্দ।: [510, 1120, 796, 1234]
- story-text: প্রথম পাতার পর সংবাদের বাকি অংশ এই কলামে প্রকাশিত হয়েছে। সংশ্লিষ্ট কর্মকর্তারা জানিয়েছেন, বিষয়টি নিয়ে ইতোমধ্যে প্রয়োজনীয় পদক্ষেপ গ্রহণ করা হয়েছে এবং পরবর্তী সিদ্ধান্ত শিগগিরই জানানো হবে। স্থানীয় বাসিন্দারা বলেন, দীর্ঘদিন ধরে এই সমস্যা চলে আসছে। প্রশাসনের পক্ষ থেকে সার্বিক সহযোগিতার আশ্বাস দেওয়া হয়েছে। এ বিষয়ে আরও বিস্তারিত তথ্য সংগ্রহ করা হচ্ছে বলে জানিয়েছেন সংশ্লিষ্টরা। সভায় উপস্থিত ছিলেন জেলা ও উপজেলা পর্যায়ের কর্মকর্তাবৃন্দ।: [510, 717, 796, 831]
- headline: শবেবরাতের ছুটিতে জমজমাট বইমেলা: [968, 1035, 1262, 1087]
- continued-label: প্রথম পাতার পর: [510, 136, 796, 153]
- headline: গর্ভের শিশুর লিঙ্গ পরিচয় প্রকাশ করা যাবে না, হাইকোর্টের রায়: [968, 108, 1262, 210]
- story-text: প্রথম পাতার পর সংবাদের বাকি অংশ এই কলামে প্রকাশিত হয়েছে। সংশ্লিষ্ট কর্মকর্তারা জানিয়েছেন, বিষয়টি নিয়ে ইতোমধ্যে প্রয়োজনীয় পদক্ষেপ গ্রহণ করা হয়েছে এবং পরবর্তী সিদ্ধান্ত শিগগিরই জানানো হবে। স্থানীয় বাসিন্দারা বলেন, দীর্ঘদিন ধরে এই সমস্যা চলে আসছে। প্রশাসনের পক্ষ থেকে সার্বিক সহযোগিতার আশ্বাস দেওয়া হয়েছে। এ বিষয়ে আরও বিস্তারিত তথ্য সংগ্রহ করা হচ্ছে বলে জানিয়েছেন সংশ্লিষ্টরা। সভায় উপস্থিত ছিলেন জেলা ও উপজেলা পর্যায়ের কর্মকর্তাবৃন্দ।: [812, 1413, 952, 1640]
- story-text: প্রথম পাতার পর সংবাদের বাকি অংশ এই কলামে প্রকাশিত হয়েছে। সংশ্লিষ্ট কর্মকর্তারা জানিয়েছেন, বিষয়টি নিয়ে ইতোমধ্যে প্রয়োজনীয় পদক্ষেপ গ্রহণ করা হয়েছে এবং পরবর্তী সিদ্ধান্ত শিগগিরই জানানো হবে। স্থানীয় বাসিন্দারা বলেন, দীর্ঘদিন ধরে এই সমস্যা চলে আসছে। প্রশাসনের পক্ষ থেকে সার্বিক সহযোগিতার আশ্বাস দেওয়া হয়েছে। এ বিষয়ে আরও বিস্তারিত তথ্য সংগ্রহ করা হচ্ছে বলে জানিয়েছেন সংশ্লিষ্টরা। সভায় উপস্থিত ছিলেন জেলা ও উপজেলা পর্যায়ের কর্মকর্তাবৃন্দ।: [40, 183, 278, 325]
- headline: তরুণীর রহস্যজনক মৃত্যু, ২ প্রেমিকসহ ৩ জন পুলিশের হেফাজতে: [968, 483, 1262, 585]
- story-police: [40, 108, 278, 467]
- story-ibadat: [40, 686, 278, 903]
- byline: স্টাফ রিপোর্টার ॥: [968, 587, 1262, 604]
- story-text: প্রথম পাতার পর সংবাদের বাকি অংশ এই কলামে প্রকাশিত হয়েছে। সংশ্লিষ্ট কর্মকর্তারা জানিয়েছেন, বিষয়টি নিয়ে ইতোমধ্যে প্রয়োজনীয় পদক্ষেপ গ্রহণ করা হয়েছে এবং পরবর্তী সিদ্ধান্ত শিগগিরই জানানো হবে। স্থানীয় বাসিন্দারা বলেন, দীর্ঘদিন ধরে এই সমস্যা চলে আসছে। প্রশাসনের পক্ষ থেকে সার্বিক সহযোগিতার আশ্বাস দেওয়া হয়েছে। এ বিষয়ে আরও বিস্তারিত তথ্য সংগ্রহ করা হচ্ছে বলে জানিয়েছেন সংশ্লিষ্টরা। সভায় উপস্থিত ছিলেন জেলা ও উপজেলা পর্যায়ের কর্মকর্তাবৃন্দ।: [40, 1134, 278, 1276]
- story-fair: [968, 1035, 1262, 1337]
- story-rohingya: [510, 512, 796, 944]
- headline: নির্বাচনের পর আ.লীগ আরও বেশি: [510, 958, 796, 984]
- story-barat: [40, 1290, 278, 1623]
- column-divider: [286, 108, 287, 1977]
- headline: র‍্যাবের জালে ধরা পড়লো জুনায়েদ: [968, 859, 1262, 885]
- story-text: প্রথম পাতার পর সংবাদের বাকি অংশ এই কলামে প্রকাশিত হয়েছে। সংশ্লিষ্ট কর্মকর্তারা জানিয়েছেন, বিষয়টি নিয়ে ইতোমধ্যে প্রয়োজনীয় পদক্ষেপ গ্রহণ করা হয়েছে এবং পরবর্তী সিদ্ধান্ত শিগগিরই জানানো হবে। স্থানীয় বাসিন্দারা বলেন, দীর্ঘদিন ধরে এই সমস্যা চলে আসছে। প্রশাসনের পক্ষ থেকে সার্বিক সহযোগিতার আশ্বাস দেওয়া হয়েছে। এ বিষয়ে আরও বিস্তারিত তথ্য সংগ্রহ করা হচ্ছে বলে জানিয়েছেন সংশ্লিষ্টরা। সভায় উপস্থিত ছিলেন জেলা ও উপজেলা পর্যায়ের কর্মকর্তাবৃন্দ।: [40, 530, 278, 672]
- story-land: [968, 1642, 1262, 1805]
- column-divider: [804, 108, 805, 1977]
- continued-label: প্রথম পাতার পর: [40, 1665, 278, 1682]
- story-divider: [968, 472, 1262, 473]
- continued-label: প্রথম পাতার পর: [968, 1379, 1262, 1396]
- continued-label: প্রথম পাতার পর: [812, 648, 952, 665]
- continued-label: প্রথম পাতার পর: [40, 1318, 278, 1335]
- continued-label: প্রথম পাতার পর: [294, 1051, 494, 1068]
- headline: কনসার্টে নিয়ে: [812, 1137, 952, 1163]
- story-text: প্রথম পাতার পর সংবাদের বাকি অংশ এই কলামে প্রকাশিত হয়েছে। সংশ্লিষ্ট কর্মকর্তারা জানিয়েছেন, বিষয়টি নিয়ে ইতোমধ্যে প্রয়োজনীয় পদক্ষেপ গ্রহণ করা হয়েছে এবং পরবর্তী সিদ্ধান্ত শিগগিরই জানানো হবে। স্থানীয় বাসিন্দারা বলেন, দীর্ঘদিন ধরে এই সমস্যা চলে আসছে। প্রশাসনের পক্ষ থেকে সার্বিক সহযোগিতার আশ্বাস দেওয়া হয়েছে। এ বিষয়ে আরও বিস্তারিত তথ্য সংগ্রহ করা হচ্ছে বলে জানিয়েছেন সংশ্লিষ্টরা। সভায় উপস্থিত ছিলেন জেলা ও উপজেলা পর্যায়ের কর্মকর্তাবৃন্দ।: [294, 1243, 494, 1413]
- story-text: প্রথম পাতার পর সংবাদের বাকি অংশ এই কলামে প্রকাশিত হয়েছে। সংশ্লিষ্ট কর্মকর্তারা জানিয়েছেন, বিষয়টি নিয়ে ইতোমধ্যে প্রয়োজনীয় পদক্ষেপ গ্রহণ করা হয়েছে এবং পরবর্তী সিদ্ধান্ত শিগগিরই জানানো হবে। স্থানীয় বাসিন্দারা বলেন, দীর্ঘদিন ধরে এই সমস্যা চলে আসছে। প্রশাসনের পক্ষ থেকে সার্বিক সহযোগিতার আশ্বাস দেওয়া হয়েছে। এ বিষয়ে আরও বিস্তারিত তথ্য সংগ্রহ করা হচ্ছে বলে জানিয়েছেন সংশ্লিষ্টরা। সভায় উপস্থিত ছিলেন জেলা ও উপজেলা পর্যায়ের কর্মকর্তাবৃন্দ।: [812, 151, 952, 378]
- continued-label: প্রথম পাতার পর: [968, 1089, 1262, 1106]
- story-text: প্রথম পাতার পর সংবাদের বাকি অংশ এই কলামে প্রকাশিত হয়েছে। সংশ্লিষ্ট কর্মকর্তারা জানিয়েছেন, বিষয়টি নিয়ে ইতোমধ্যে প্রয়োজনীয় পদক্ষেপ গ্রহণ করা হয়েছে এবং পরবর্তী সিদ্ধান্ত শিগগিরই জানানো হবে। স্থানীয় বাসিন্দারা বলেন, দীর্ঘদিন ধরে এই সমস্যা চলে আসছে। প্রশাসনের পক্ষ থেকে সার্বিক সহযোগিতার আশ্বাস দেওয়া হয়েছে। এ বিষয়ে আরও বিস্তারিত তথ্য সংগ্রহ করা হচ্ছে বলে জানিয়েছেন সংশ্লিষ্টরা। সভায় উপস্থিত ছিলেন জেলা ও উপজেলা পর্যায়ের কর্মকর্তাবৃন্দ।: [968, 1514, 1262, 1628]
- story-text: প্রথম পাতার পর সংবাদের বাকি অংশ এই কলামে প্রকাশিত হয়েছে। সংশ্লিষ্ট কর্মকর্তারা জানিয়েছেন, বিষয়টি নিয়ে ইতোমধ্যে প্রয়োজনীয় পদক্ষেপ গ্রহণ করা হয়েছে এবং পরবর্তী সিদ্ধান্ত শিগগিরই জানানো হবে। স্থানীয় বাসিন্দারা বলেন, দীর্ঘদিন ধরে এই সমস্যা চলে আসছে। প্রশাসনের পক্ষ থেকে সার্বিক সহযোগিতার আশ্বাস দেওয়া হয়েছে। এ বিষয়ে আরও বিস্তারিত তথ্য সংগ্রহ করা হচ্ছে বলে জানিয়েছেন সংশ্লিষ্টরা। সভায় উপস্থিত ছিলেন জেলা ও উপজেলা পর্যায়ের কর্মকর্তাবৃন্দ।: [510, 1297, 796, 1411]
- headline: বাংলাদেশের উন্নয়নের: [812, 108, 952, 128]
- story-concert: [812, 1137, 952, 1641]
- story-death: [968, 483, 1262, 833]
- continued-label: প্রথম পাতার পর: [812, 1683, 952, 1700]
- headline: বিএনপিকে অনেক: [294, 1023, 494, 1049]
- story-text: প্রথম পাতার পর সংবাদের বাকি অংশ এই কলামে প্রকাশিত হয়েছে। সংশ্লিষ্ট কর্মকর্তারা জানিয়েছেন, বিষয়টি নিয়ে ইতোমধ্যে প্রয়োজনীয় পদক্ষেপ গ্রহণ করা হয়েছে এবং পরবর্তী সিদ্ধান্ত শিগগিরই জানানো হবে। স্থানীয় বাসিন্দারা বলেন, দীর্ঘদিন ধরে এই সমস্যা চলে আসছে। প্রশাসনের পক্ষ থেকে সার্বিক সহযোগিতার আশ্বাস দেওয়া হয়েছে। এ বিষয়ে আরও বিস্তারিত তথ্য সংগ্রহ করা হচ্ছে বলে জানিয়েছেন সংশ্লিষ্টরা। সভায় উপস্থিত ছিলেন জেলা ও উপজেলা পর্যায়ের কর্মকর্তাবৃন্দ।: [510, 157, 796, 271]
- page-header: [38, 24, 1268, 96]
- story-text: প্রথম পাতার পর সংবাদের বাকি অংশ এই কলামে প্রকাশিত হয়েছে। সংশ্লিষ্ট কর্মকর্তারা জানিয়েছেন, বিষয়টি নিয়ে ইতোমধ্যে প্রয়োজনীয় পদক্ষেপ গ্রহণ করা হয়েছে এবং পরবর্তী সিদ্ধান্ত শিগগিরই জানানো হবে। স্থানীয় বাসিন্দারা বলেন, দীর্ঘদিন ধরে এই সমস্যা চলে আসছে। প্রশাসনের পক্ষ থেকে সার্বিক সহযোগিতার আশ্বাস দেওয়া হয়েছে। এ বিষয়ে আরও বিস্তারিত তথ্য সংগ্রহ করা হচ্ছে বলে জানিয়েছেন সংশ্লিষ্টরা। সভায় উপস্থিত ছিলেন জেলা ও উপজেলা পর্যায়ের কর্মকর্তাবৃন্দ।: [968, 720, 1262, 834]
- headline: ১৪ জনকে চিহ্নিত করে চার্জশিট: [510, 1248, 796, 1274]
- column-3: [510, 108, 796, 1977]
- story-develop: [812, 108, 952, 606]
- story-text: প্রথম পাতার পর সংবাদের বাকি অংশ এই কলামে প্রকাশিত হয়েছে। সংশ্লিষ্ট কর্মকর্তারা জানিয়েছেন, বিষয়টি নিয়ে ইতোমধ্যে প্রয়োজনীয় পদক্ষেপ গ্রহণ করা হয়েছে এবং পরবর্তী সিদ্ধান্ত শিগগিরই জানানো হবে। স্থানীয় বাসিন্দারা বলেন, দীর্ঘদিন ধরে এই সমস্যা চলে আসছে। প্রশাসনের পক্ষ থেকে সার্বিক সহযোগিতার আশ্বাস দেওয়া হয়েছে। এ বিষয়ে আরও বিস্তারিত তথ্য সংগ্রহ করা হচ্ছে বলে জানিয়েছেন সংশ্লিষ্টরা। সভায় উপস্থিত ছিলেন জেলা ও উপজেলা পর্যায়ের কর্মকর্তাবৃন্দ।: [812, 896, 952, 1123]
- column-1: [40, 108, 278, 1977]
- story-text: প্রথম পাতার পর সংবাদের বাকি অংশ এই কলামে প্রকাশিত হয়েছে। সংশ্লিষ্ট কর্মকর্তারা জানিয়েছেন, বিষয়টি নিয়ে ইতোমধ্যে প্রয়োজনীয় পদক্ষেপ গ্রহণ করা হয়েছে এবং পরবর্তী সিদ্ধান্ত শিগগিরই জানানো হবে। স্থানীয় বাসিন্দারা বলেন, দীর্ঘদিন ধরে এই সমস্যা চলে আসছে। প্রশাসনের পক্ষ থেকে সার্বিক সহযোগিতার আশ্বাস দেওয়া হয়েছে। এ বিষয়ে আরও বিস্তারিত তথ্য সংগ্রহ করা হচ্ছে বলে জানিয়েছেন সংশ্লিষ্টরা। সভায় উপস্থিত ছিলেন জেলা ও উপজেলা পর্যায়ের কর্মকর্তাবৃন্দ।: [294, 1924, 494, 2094]
- story-price: [510, 108, 796, 498]
